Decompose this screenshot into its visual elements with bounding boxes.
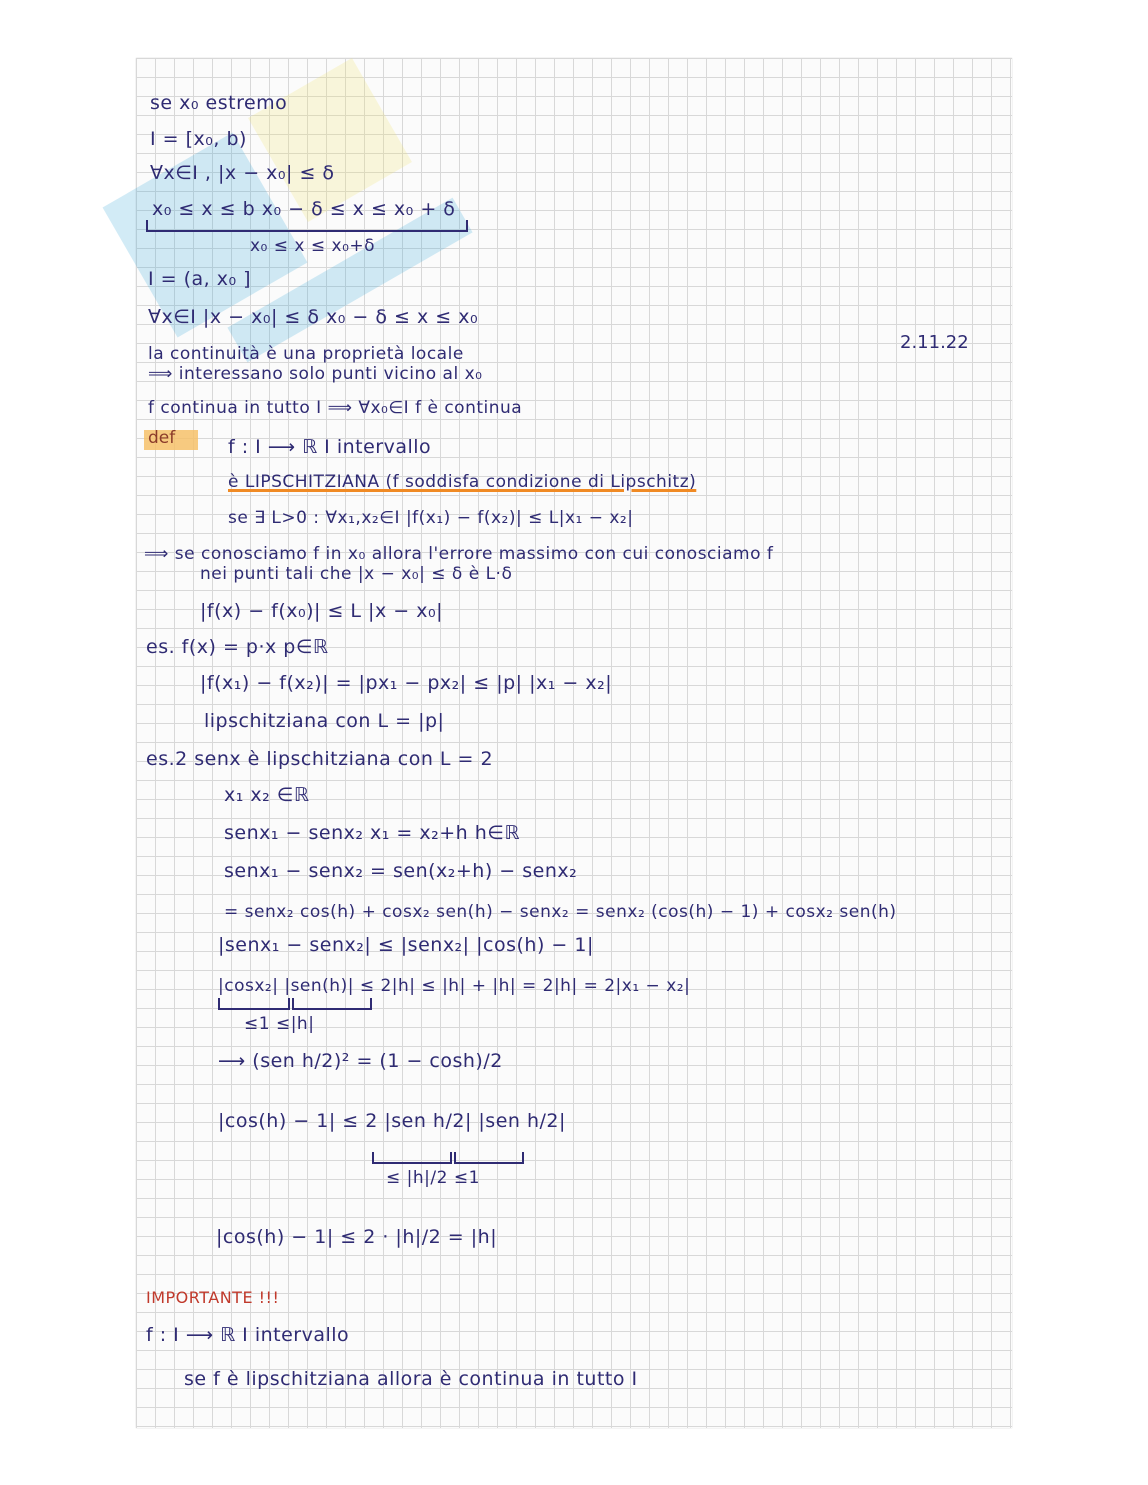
note-line: f : I ⟶ ℝ I intervallo bbox=[146, 1324, 350, 1346]
note-line: senx₁ − senx₂ = sen(x₂+h) − senx₂ bbox=[224, 860, 578, 882]
note-line: es. f(x) = p·x p∈ℝ bbox=[146, 636, 329, 658]
note-line: I = [x₀, b) bbox=[150, 128, 247, 150]
note-line: = senx₂ cos(h) + cosx₂ sen(h) − senx₂ = senx₂ (cos(h) − 1) + cosx₂ sen(h) bbox=[224, 902, 897, 922]
note-line: x₁ x₂ ∈ℝ bbox=[224, 784, 310, 806]
brace-bracket bbox=[292, 998, 372, 1010]
brace-bracket bbox=[146, 220, 468, 232]
note-line: è LIPSCHITZIANA (f soddisfa condizione di Lipschitz) bbox=[228, 472, 697, 492]
note-line: ≤1 ≤|h| bbox=[244, 1014, 315, 1034]
note-line: se ∃ L>0 : ∀x₁,x₂∈I |f(x₁) − f(x₂)| ≤ L|x₁ − x₂| bbox=[228, 508, 634, 528]
note-line: es.2 senx è lipschitziana con L = 2 bbox=[146, 748, 494, 770]
def-tag: def bbox=[148, 428, 176, 448]
important-heading: IMPORTANTE !!! bbox=[146, 1288, 280, 1307]
note-line: ⟶ (sen h/2)² = (1 − cosh)/2 bbox=[218, 1050, 503, 1072]
note-line: |cosx₂| |sen(h)| ≤ 2|h| ≤ |h| + |h| = 2|h| = 2|x₁ − x₂| bbox=[218, 976, 691, 996]
grid-paper-sheet bbox=[136, 58, 1012, 1428]
note-line: lipschitziana con L = |p| bbox=[204, 710, 445, 732]
note-line: se x₀ estremo bbox=[150, 92, 288, 114]
note-line: ≤ |h|/2 ≤1 bbox=[386, 1168, 480, 1188]
note-line: |cos(h) − 1| ≤ 2 · |h|/2 = |h| bbox=[216, 1226, 498, 1248]
note-line: |f(x) − f(x₀)| ≤ L |x − x₀| bbox=[200, 600, 443, 622]
note-line: senx₁ − senx₂ x₁ = x₂+h h∈ℝ bbox=[224, 822, 520, 844]
note-line: I = (a, x₀ ] bbox=[148, 268, 252, 290]
note-line: x₀ ≤ x ≤ x₀+δ bbox=[250, 236, 376, 256]
note-line: se f è lipschitziana allora è continua in tutto I bbox=[184, 1368, 638, 1390]
note-line: |f(x₁) − f(x₂)| = |px₁ − px₂| ≤ |p| |x₁ − x₂| bbox=[200, 672, 613, 694]
brace-bracket bbox=[454, 1152, 524, 1164]
brace-bracket bbox=[372, 1152, 452, 1164]
note-line: f : I ⟶ ℝ I intervallo bbox=[228, 436, 432, 458]
note-date: 2.11.22 bbox=[900, 332, 969, 353]
note-line: f continua in tutto I ⟹ ∀x₀∈I f è continua bbox=[148, 398, 523, 418]
note-line: ⟹ interessano solo punti vicino al x₀ bbox=[148, 364, 483, 384]
note-line: la continuità è una proprietà locale bbox=[148, 344, 464, 364]
note-line: ∀x∈I |x − x₀| ≤ δ x₀ − δ ≤ x ≤ x₀ bbox=[148, 306, 479, 328]
note-line: ⟹ se conosciamo f in x₀ allora l'errore massimo con cui conosciamo f bbox=[144, 544, 774, 564]
note-line: |cos(h) − 1| ≤ 2 |sen h/2| |sen h/2| bbox=[218, 1110, 566, 1132]
brace-bracket bbox=[218, 998, 290, 1010]
note-line: |senx₁ − senx₂| ≤ |senx₂| |cos(h) − 1| bbox=[218, 934, 594, 956]
note-line: nei punti tali che |x − x₀| ≤ δ è L·δ bbox=[200, 564, 513, 584]
note-line: ∀x∈I , |x − x₀| ≤ δ bbox=[150, 162, 335, 184]
note-line: x₀ ≤ x ≤ b x₀ − δ ≤ x ≤ x₀ + δ bbox=[152, 198, 456, 220]
